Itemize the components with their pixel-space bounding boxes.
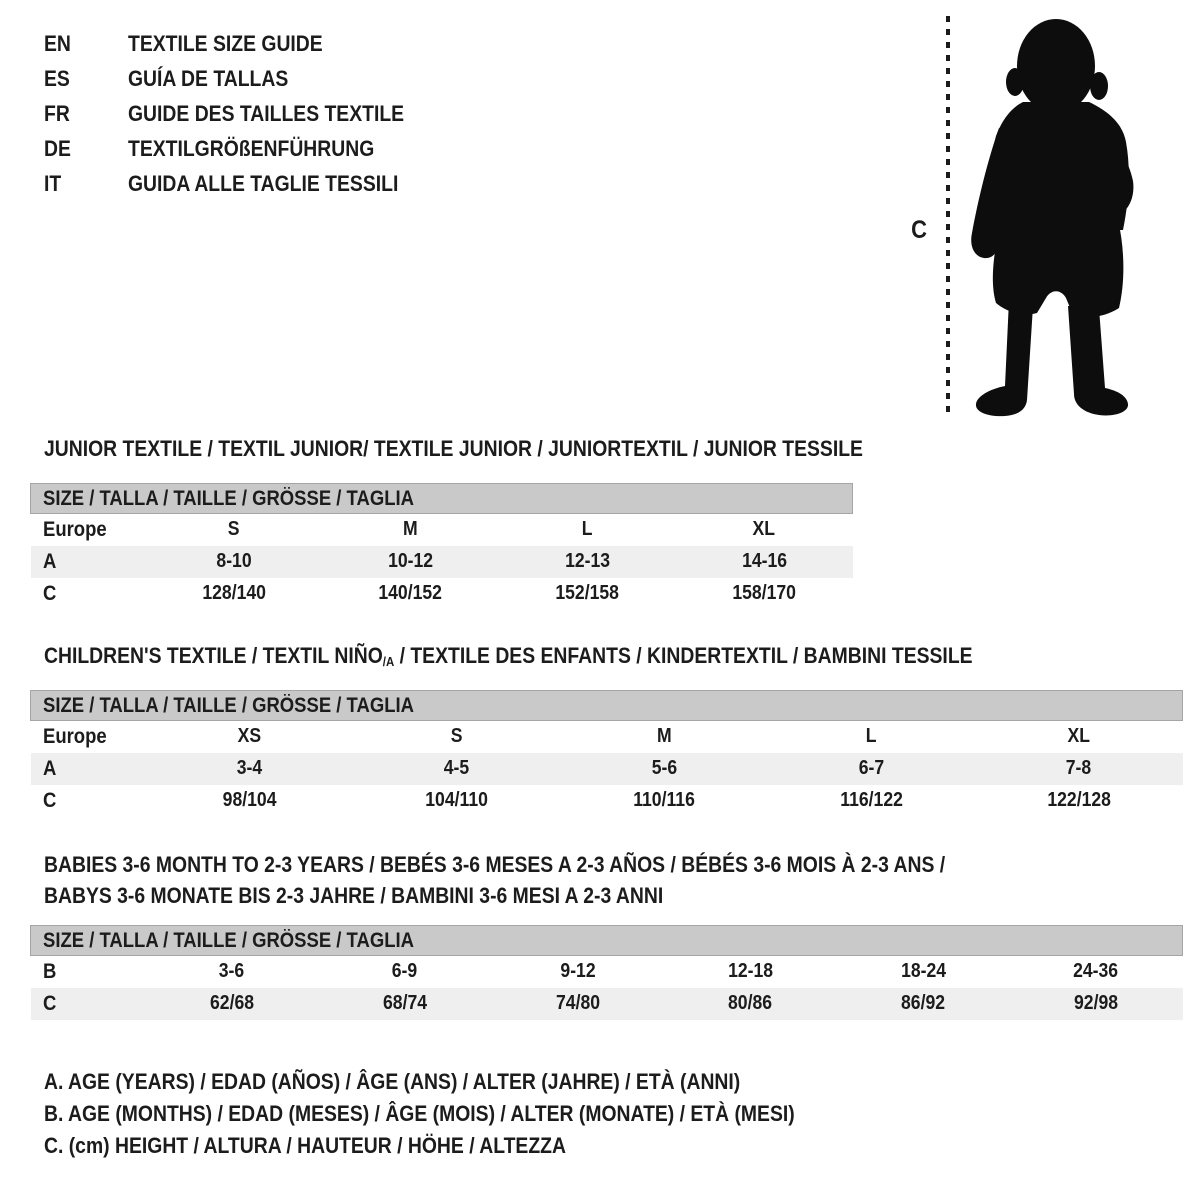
table-row-europe [31, 721, 1183, 753]
language-code: IT [44, 170, 62, 196]
size-value-cell: 62/68 [146, 988, 319, 1020]
size-header-cell: SIZE / TALLA / TAILLE / GRÖSSE / TAGLIA [31, 926, 1183, 956]
row-label-cell: A [31, 546, 146, 578]
height-dashed-line [946, 16, 950, 414]
legend-line-b: B. AGE (MONTHS) / EDAD (MESES) / ÂGE (MOIS) / ALTER (MONATE) / ETÀ (MESI) [44, 1101, 795, 1126]
size-value-cell: 122/128 [1046, 789, 1111, 811]
size-value-cell: 10-12 [322, 546, 499, 578]
table-row-europe [31, 514, 853, 546]
size-value-cell: 7-8 [975, 753, 1182, 785]
size-value-cell: L [581, 518, 593, 541]
size-value-cell: 74/80 [491, 988, 664, 1020]
legend-line-c: C. (cm) HEIGHT / ALTURA / HAUTEUR / HÖHE / ALTEZZA [44, 1133, 566, 1158]
size-value-cell: 3-6 [219, 960, 245, 983]
size-value-cell: 128/140 [202, 582, 266, 604]
table-header-row [31, 484, 853, 514]
size-value-cell: S [228, 518, 240, 541]
row-label-cell: Europe [42, 724, 107, 748]
height-label-c: C [911, 216, 927, 244]
language-row-fr [44, 96, 442, 131]
language-row-en [44, 26, 442, 61]
size-value-cell: 24-36 [1073, 960, 1119, 983]
size-value-cell: 14-16 [676, 546, 853, 578]
table-row-height [31, 785, 1183, 817]
junior-section-title: JUNIOR TEXTILE / TEXTIL JUNIOR/ TEXTILE JUNIOR / JUNIORTEXTIL / JUNIOR TESSILE [44, 436, 863, 461]
size-value-cell: XL [752, 518, 776, 541]
row-label-cell: A [31, 753, 146, 785]
row-label-cell: C [42, 788, 56, 812]
language-row-es [44, 61, 442, 96]
size-value-cell: 18-24 [900, 960, 946, 983]
size-value-cell: 3-4 [146, 753, 353, 785]
size-value-cell: 8-10 [146, 546, 323, 578]
size-value-cell: M [656, 725, 672, 748]
size-value-cell: L [865, 725, 877, 748]
size-value-cell: 6-9 [392, 960, 418, 983]
children-size-table [30, 690, 1183, 817]
language-row-de [44, 131, 442, 166]
babies-title-line1: BABIES 3-6 MONTH TO 2-3 YEARS / BEBÉS 3-6 MESES A 2-3 AÑOS / BÉBÉS 3-6 MOIS À 2-3 ANS / [44, 852, 946, 877]
size-value-cell: 110/116 [633, 789, 695, 811]
table-header-row [31, 691, 1183, 721]
size-value-cell: 9-12 [559, 960, 596, 983]
language-code: DE [44, 135, 71, 161]
language-name: TEXTILE SIZE GUIDE [128, 30, 323, 56]
table-row-age [31, 546, 853, 578]
size-value-cell: 140/152 [378, 582, 443, 604]
language-name: GUÍA DE TALLAS [128, 65, 289, 91]
size-value-cell: 116/122 [840, 789, 903, 811]
size-value-cell: 68/74 [318, 988, 491, 1020]
size-value-cell: XS [237, 725, 261, 748]
language-name: GUIDA ALLE TAGLIE TESSILI [128, 170, 399, 196]
size-value-cell: M [403, 518, 418, 541]
row-label-cell: C [42, 581, 56, 605]
language-name: GUIDE DES TAILLES TEXTILE [128, 100, 405, 126]
size-value-cell: 80/86 [664, 988, 837, 1020]
size-header-cell: SIZE / TALLA / TAILLE / GRÖSSE / TAGLIA [31, 484, 853, 514]
table-row-age [31, 753, 1183, 785]
language-name: TEXTILGRÖßENFÜHRUNG [128, 135, 375, 161]
language-row-it [44, 166, 442, 201]
table-row-months [31, 956, 1183, 988]
children-title-main: CHILDREN'S TEXTILE / TEXTIL NIÑO [44, 643, 383, 668]
size-header-cell: SIZE / TALLA / TAILLE / GRÖSSE / TAGLIA [31, 691, 1183, 721]
children-title-rest: / TEXTILE DES ENFANTS / KINDERTEXTIL / BAMBINI TESSILE [394, 643, 973, 668]
language-code: FR [44, 100, 70, 126]
language-code: EN [44, 30, 71, 56]
size-value-cell: XL [1067, 725, 1091, 748]
babies-section-title [44, 849, 1068, 911]
legend [44, 1066, 897, 1162]
size-value-cell: 92/98 [1010, 988, 1183, 1020]
language-list [44, 26, 442, 201]
size-value-cell: 158/170 [732, 582, 796, 604]
size-value-cell: 12-13 [499, 546, 676, 578]
size-value-cell: 5-6 [560, 753, 767, 785]
table-row-height [31, 988, 1183, 1020]
size-value-cell: 104/110 [425, 789, 488, 811]
toddler-silhouette-icon [963, 14, 1138, 419]
children-section-title [44, 640, 1099, 674]
row-label-cell: B [42, 959, 56, 983]
row-label-cell: Europe [42, 517, 107, 541]
table-row-height [31, 578, 853, 610]
junior-size-table [30, 483, 853, 610]
children-title-sub: /A [382, 654, 395, 669]
row-label-cell: C [31, 988, 146, 1020]
size-value-cell: S [450, 725, 463, 748]
table-header-row [31, 926, 1183, 956]
size-value-cell: 86/92 [837, 988, 1010, 1020]
size-value-cell: 6-7 [768, 753, 975, 785]
babies-title-line2: BABYS 3-6 MONATE BIS 2-3 JAHRE / BAMBINI 3-6 MESI A 2-3 ANNI [44, 883, 664, 908]
size-value-cell: 4-5 [353, 753, 560, 785]
size-value-cell: 12-18 [727, 960, 773, 983]
size-value-cell: 152/158 [555, 582, 620, 604]
legend-line-a: A. AGE (YEARS) / EDAD (AÑOS) / ÂGE (ANS) / ALTER (JAHRE) / ETÀ (ANNI) [44, 1069, 741, 1094]
babies-size-table [30, 925, 1183, 1020]
language-code: ES [44, 65, 70, 91]
size-value-cell: 98/104 [222, 789, 277, 811]
